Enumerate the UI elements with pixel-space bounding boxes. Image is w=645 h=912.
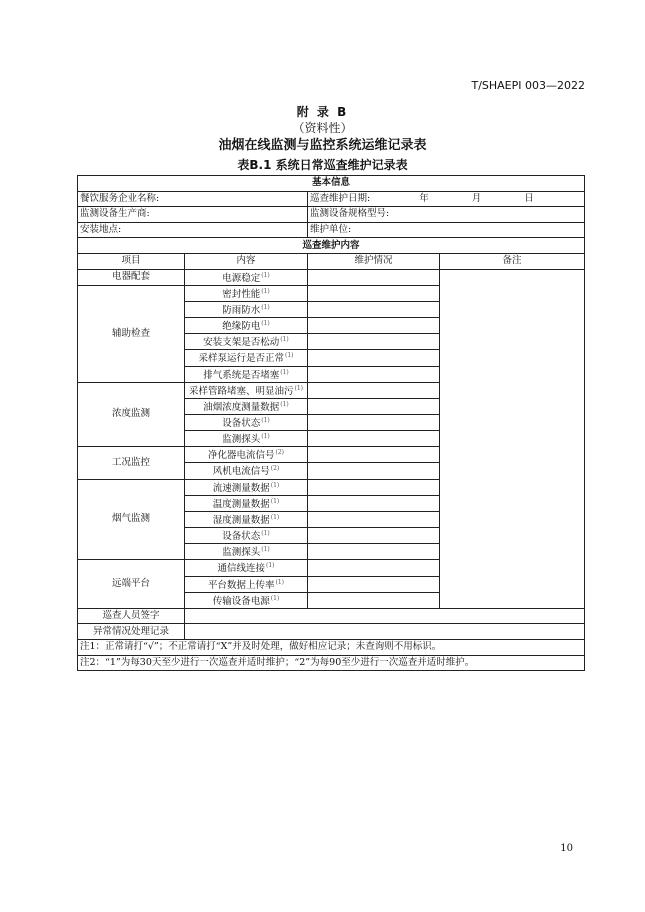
item-content: [185, 318, 308, 334]
appendix-type: （资料性）: [292, 121, 353, 135]
item-text: 通信线连接: [217, 563, 265, 575]
appendix-title: 油烟在线监测与监控系统运维记录表: [218, 138, 427, 153]
table-row: [78, 269, 585, 285]
maintenance-status-cell[interactable]: [308, 592, 440, 608]
header-remarks: 备注: [440, 253, 585, 269]
frequency-mark: (1): [270, 594, 280, 602]
item-text: 监测探头: [222, 547, 261, 559]
record-table: [77, 175, 585, 671]
frequency-mark: (1): [261, 546, 270, 554]
frequency-mark: (1): [261, 271, 270, 279]
day-label: 日: [524, 192, 534, 204]
item-content: [185, 285, 308, 301]
item-content: [185, 301, 308, 317]
install-site-field[interactable]: 安装地点:: [78, 222, 308, 238]
item-text: 排气系统是否堵塞: [203, 369, 280, 381]
item-text: 平台数据上传率: [207, 579, 275, 591]
frequency-mark: (1): [285, 352, 294, 360]
maintenance-status-cell[interactable]: [308, 398, 440, 414]
maintenance-status-cell[interactable]: [308, 382, 440, 398]
item-content: [185, 576, 308, 592]
group-name: 远端平台: [78, 560, 185, 608]
item-content: [185, 414, 308, 430]
maintenance-status-cell[interactable]: [308, 447, 440, 463]
date-label: 巡查维护日期:: [310, 192, 371, 204]
item-text: 绝缘防电: [222, 321, 261, 333]
item-content: [185, 398, 308, 414]
maintenance-status-cell[interactable]: [308, 544, 440, 560]
item-content: [185, 479, 308, 495]
maintenance-status-cell[interactable]: [308, 560, 440, 576]
frequency-mark: (1): [261, 433, 270, 441]
item-text: 防雨防水: [222, 305, 261, 317]
basic-info-heading: 基本信息: [78, 176, 585, 192]
maintenance-status-cell[interactable]: [308, 479, 440, 495]
inspection-date-field[interactable]: [308, 191, 585, 207]
item-text: 监测探头: [222, 434, 261, 446]
item-content: [185, 269, 308, 285]
content-heading: 巡查维护内容: [78, 238, 585, 254]
frequency-mark: (1): [261, 530, 270, 538]
item-content: [185, 528, 308, 544]
item-text: 设备状态: [222, 531, 261, 543]
abnormal-record-field[interactable]: [185, 624, 585, 640]
item-content: [185, 382, 308, 398]
frequency-mark: (1): [261, 303, 270, 311]
group-name: 工况监控: [78, 447, 185, 479]
frequency-mark: (1): [294, 384, 303, 392]
header-content: 内容: [185, 253, 308, 269]
item-text: 采样泵运行是否正常: [198, 353, 284, 365]
item-content: [185, 592, 308, 608]
maintenance-status-cell[interactable]: [308, 576, 440, 592]
item-text: 湿度测量数据: [212, 515, 270, 527]
group-name: 电器配套: [78, 269, 185, 285]
item-content: [185, 544, 308, 560]
item-content: [185, 431, 308, 447]
maintenance-status-cell[interactable]: [308, 414, 440, 430]
item-content: [185, 350, 308, 366]
manufacturer-field[interactable]: 监测设备生产商:: [78, 207, 308, 223]
year-label: 年: [419, 192, 429, 204]
maintenance-status-cell[interactable]: [308, 431, 440, 447]
item-content: [185, 495, 308, 511]
maintenance-status-cell[interactable]: [308, 269, 440, 285]
item-text: 采样管路堵塞、明显油污: [188, 385, 294, 397]
frequency-mark: (1): [261, 287, 270, 295]
item-content: [185, 511, 308, 527]
maintenance-status-cell[interactable]: [308, 463, 440, 479]
maintenance-status-cell[interactable]: [308, 495, 440, 511]
frequency-mark: (1): [280, 400, 289, 408]
frequency-mark: (1): [270, 497, 280, 505]
item-content: [185, 463, 308, 479]
maintenance-status-cell[interactable]: [308, 334, 440, 350]
item-text: 温度测量数据: [212, 498, 270, 510]
group-name: 烟气监测: [78, 479, 185, 560]
maintenance-status-cell[interactable]: [308, 511, 440, 527]
frequency-mark: (1): [270, 481, 280, 489]
item-text: 电源稳定: [222, 272, 261, 284]
frequency-mark: (1): [280, 336, 289, 344]
item-text: 设备状态: [222, 418, 261, 430]
table-title: 表B.1 系统日常巡查维护记录表: [237, 158, 408, 172]
page-number: 10: [560, 843, 573, 854]
item-content: [185, 334, 308, 350]
footnote-1: 注1：正常请打“√”；不正常请打“X”并及时处理，做好相应记录；未查询则不用标识。: [78, 640, 585, 656]
maintenance-status-cell[interactable]: [308, 285, 440, 301]
header-project: 项目: [78, 253, 185, 269]
item-content: [185, 447, 308, 463]
frequency-mark: (1): [270, 513, 280, 521]
maintenance-unit-field[interactable]: 维护单位:: [308, 222, 585, 238]
standard-number: T/SHAEPI 003—2022: [471, 79, 585, 92]
item-content: [185, 366, 308, 382]
header-status: 维护情况: [308, 253, 440, 269]
item-text: 流速测量数据: [212, 482, 270, 494]
inspector-signature-label: 巡查人员签字: [78, 608, 185, 624]
item-text: 油烟浓度测量数据: [203, 401, 280, 413]
item-text: 净化器电流信号: [207, 450, 275, 462]
item-text: 安装支架是否松动: [203, 337, 280, 349]
maintenance-status-cell[interactable]: [308, 318, 440, 334]
frequency-mark: (1): [266, 562, 275, 570]
footnote-2: 注2：“1”为每30天至少进行一次巡查并适时维护；“2”为每90至少进行一次巡查并适时维护。: [78, 655, 585, 671]
frequency-mark: (1): [275, 578, 284, 586]
maintenance-status-cell[interactable]: [308, 366, 440, 382]
maintenance-status-cell[interactable]: [308, 301, 440, 317]
inspector-signature-field[interactable]: [185, 608, 585, 624]
frequency-mark: (1): [280, 368, 289, 376]
month-label: 月: [471, 192, 482, 204]
frequency-mark: (2): [270, 465, 280, 473]
model-spec-field[interactable]: 监测设备规格型号:: [308, 207, 585, 223]
appendix-label: 附 录 B: [296, 105, 349, 119]
sign-row: [78, 608, 585, 624]
company-name-field[interactable]: 餐饮服务企业名称:: [78, 191, 308, 207]
maintenance-status-cell[interactable]: [308, 350, 440, 366]
abnormal-record-label: 异常情况处理记录: [78, 624, 185, 640]
group-name: 辅助检查: [78, 285, 185, 382]
sign-row: [78, 624, 585, 640]
maintenance-status-cell[interactable]: [308, 528, 440, 544]
frequency-mark: (1): [261, 416, 270, 424]
item-text: 风机电流信号: [212, 466, 270, 478]
item-content: [185, 560, 308, 576]
item-text: 传输设备电源: [212, 595, 270, 607]
remarks-cell[interactable]: [440, 269, 585, 608]
item-text: 密封性能: [222, 288, 261, 300]
frequency-mark: (1): [261, 320, 270, 328]
group-name: 浓度监测: [78, 382, 185, 447]
frequency-mark: (2): [275, 449, 284, 457]
